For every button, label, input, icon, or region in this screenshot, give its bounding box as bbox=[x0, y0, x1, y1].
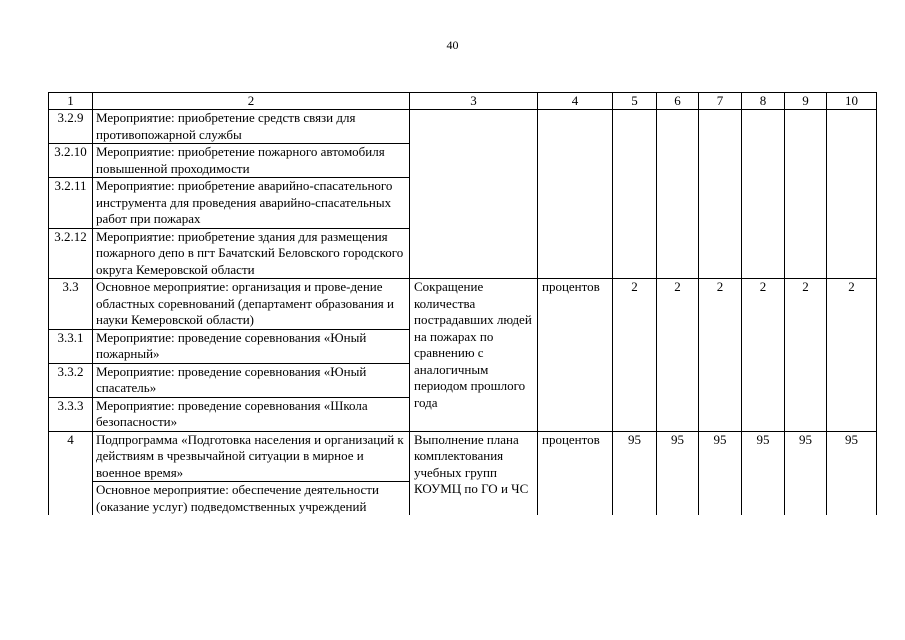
value-year-4: 95 bbox=[742, 431, 785, 515]
value-year-3: 2 bbox=[699, 279, 742, 432]
row-description: Мероприятие: приобретение средств связи для противопожарной службы bbox=[93, 110, 410, 144]
target-indicator: Сокращение количества пострадавших людей на пожарах по сравнению с аналогичным периодом прошлого года bbox=[410, 279, 538, 432]
value-year-5: 2 bbox=[785, 279, 827, 432]
value-cell bbox=[742, 110, 785, 279]
header-col-4: 4 bbox=[538, 93, 613, 110]
header-row bbox=[49, 93, 877, 110]
value-cell bbox=[613, 110, 657, 279]
row-number: 3.3.1 bbox=[49, 329, 93, 363]
value-year-2: 95 bbox=[657, 431, 699, 515]
row-description: Мероприятие: проведение соревнования «Юный пожарный» bbox=[93, 329, 410, 363]
row-number: 3.2.9 bbox=[49, 110, 93, 144]
header-col-6: 6 bbox=[657, 93, 699, 110]
row-number: 3.3 bbox=[49, 279, 93, 330]
target-cell bbox=[410, 110, 538, 279]
value-year-1: 95 bbox=[613, 431, 657, 515]
row-description: Мероприятие: проведение соревнования «Юный спасатель» bbox=[93, 363, 410, 397]
row-description: Основное мероприятие: организация и прове-дение областных соревнований (департамент образования и науки Кемеровской области) bbox=[93, 279, 410, 330]
indicators-table bbox=[48, 92, 877, 515]
table-row bbox=[49, 431, 877, 482]
row-description: Мероприятие: приобретение здания для размещения пожарного депо в пгт Бачатский Беловского городского округа Кемеровской области bbox=[93, 228, 410, 279]
unit-cell bbox=[538, 110, 613, 279]
value-cell bbox=[785, 110, 827, 279]
row-description: Основное мероприятие: обеспечение деятельности (оказание услуг) подведомственных учреждений bbox=[93, 482, 410, 516]
value-cell bbox=[657, 110, 699, 279]
header-col-7: 7 bbox=[699, 93, 742, 110]
header-col-5: 5 bbox=[613, 93, 657, 110]
value-cell bbox=[827, 110, 877, 279]
table-row bbox=[49, 279, 877, 330]
row-number: 3.2.10 bbox=[49, 144, 93, 178]
header-col-9: 9 bbox=[785, 93, 827, 110]
row-number: 3.3.2 bbox=[49, 363, 93, 397]
header-col-8: 8 bbox=[742, 93, 785, 110]
row-description: Мероприятие: проведение соревнования «Школа безопасности» bbox=[93, 397, 410, 431]
value-year-5: 95 bbox=[785, 431, 827, 515]
value-cell bbox=[699, 110, 742, 279]
value-year-4: 2 bbox=[742, 279, 785, 432]
value-year-3: 95 bbox=[699, 431, 742, 515]
value-year-1: 2 bbox=[613, 279, 657, 432]
row-number: 3.2.12 bbox=[49, 228, 93, 279]
target-indicator: Выполнение плана комплектования учебных групп КОУМЦ по ГО и ЧС bbox=[410, 431, 538, 515]
value-year-6: 2 bbox=[827, 279, 877, 432]
header-col-10: 10 bbox=[827, 93, 877, 110]
unit-of-measure: процентов bbox=[538, 279, 613, 432]
row-number: 4 bbox=[49, 431, 93, 515]
row-description: Мероприятие: приобретение аварийно-спасательного инструмента для проведения аварийно-спасательных работ при пожарах bbox=[93, 178, 410, 229]
row-description: Мероприятие: приобретение пожарного автомобиля повышенной проходимости bbox=[93, 144, 410, 178]
row-number: 3.3.3 bbox=[49, 397, 93, 431]
header-col-1: 1 bbox=[49, 93, 93, 110]
row-number: 3.2.11 bbox=[49, 178, 93, 229]
header-col-3: 3 bbox=[410, 93, 538, 110]
row-description: Подпрограмма «Подготовка населения и организаций к действиям в чрезвычайной ситуации в мирное и военное время» bbox=[93, 431, 410, 482]
unit-of-measure: процентов bbox=[538, 431, 613, 515]
value-year-2: 2 bbox=[657, 279, 699, 432]
value-year-6: 95 bbox=[827, 431, 877, 515]
page-number: 40 bbox=[446, 38, 459, 52]
header-col-2: 2 bbox=[93, 93, 410, 110]
table-row bbox=[49, 110, 877, 144]
